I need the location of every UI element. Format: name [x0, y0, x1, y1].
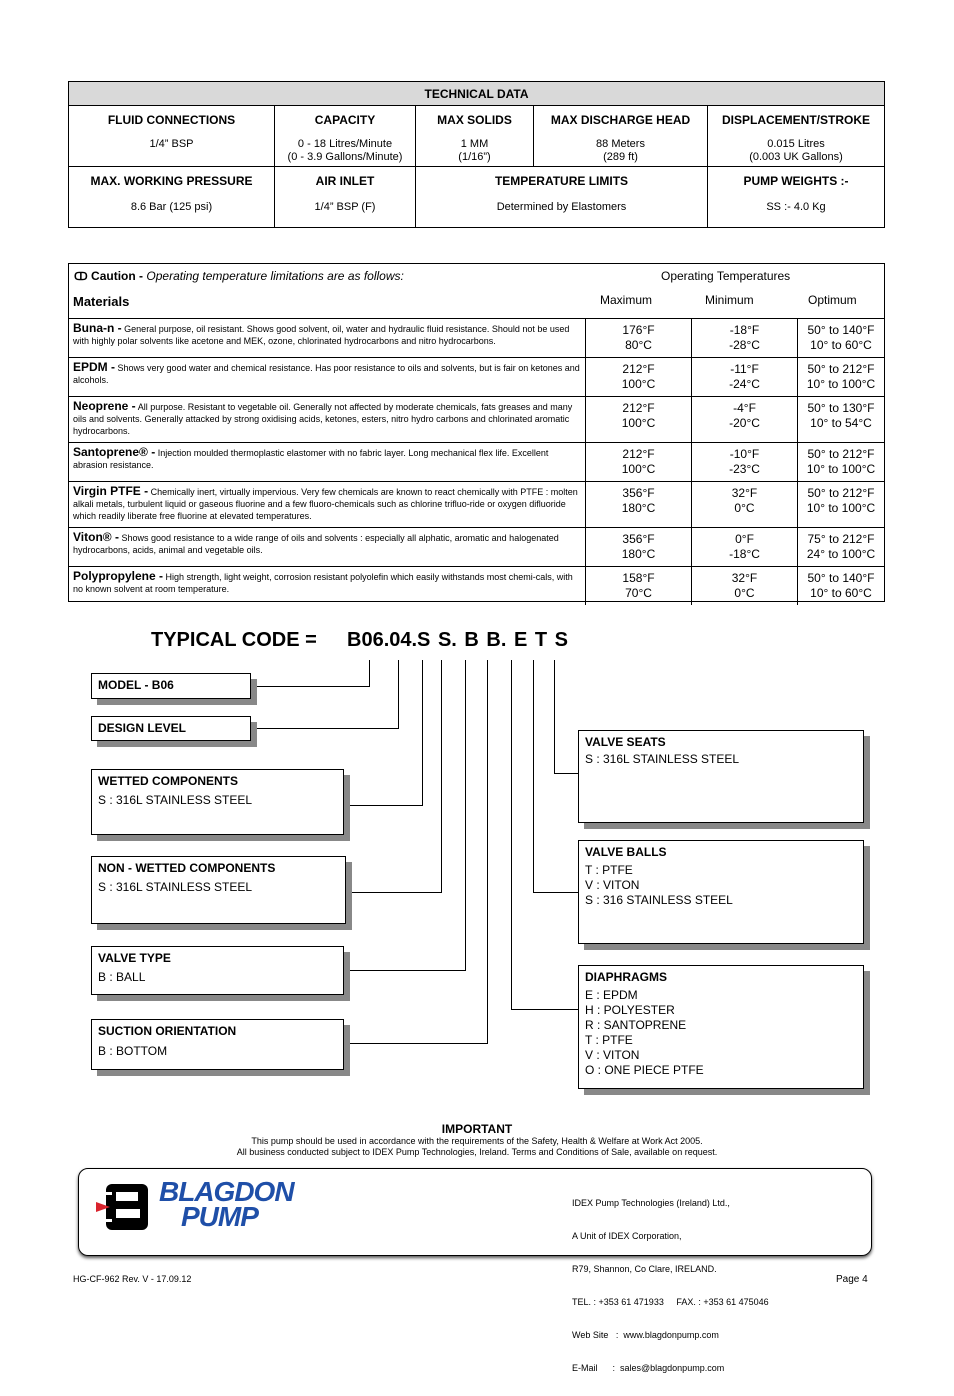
- connector-balls: [533, 660, 534, 893]
- col-minimum: Minimum: [705, 293, 754, 307]
- material-min-temp: 32°F 0°C: [692, 482, 798, 528]
- material-row: [69, 443, 884, 482]
- material-description: Neoprene - All purpose. Resistant to vegetable oil. Generally not affected by moderate chemicals, fats greases and many oils and solvents. Generally attacked by strong oxidising acids, ketones, esters, nitro hydro carbons and chlorinated aromatic hydrocarbons.: [69, 397, 586, 443]
- model-box: MODEL - B06: [91, 673, 251, 699]
- connector-model: [369, 660, 370, 687]
- valve-type-box: VALVE TYPE B : BALL: [91, 946, 344, 995]
- blagdon-wordmark: BLAGDON PUMP: [159, 1176, 294, 1232]
- typical-code-label: TYPICAL CODE =: [151, 629, 317, 651]
- material-name: Virgin PTFE -: [73, 484, 149, 498]
- company-address: IDEX Pump Technologies (Ireland) Ltd., A Unit of IDEX Corporation, R79, Shannon, Co Clare, IRELAND. TEL. : +353 61 471933 FAX. : +353 61 475046 Web Site : www.blagdonpump.com E-Mail : sales@blagdonpump.com: [572, 1198, 769, 1373]
- material-min-temp: -11°F -24°C: [692, 358, 798, 397]
- valve-balls-box: VALVE BALLS T : PTFE V : VITON S : 316 STAINLESS STEEL: [578, 840, 864, 944]
- material-description: Santoprene® - Injection moulded thermoplastic elastomer with no fabric layer. Long mechanical flex life. Excellent abrasion resistance.: [69, 443, 586, 482]
- operating-temps-label: Operating Temperatures: [661, 269, 791, 283]
- tech-cell-max-discharge-head: MAX DISCHARGE HEAD 88 Meters (289 ft): [534, 106, 708, 167]
- page-number: Page 4: [836, 1274, 868, 1285]
- material-max-temp: 158°F 70°C: [586, 567, 692, 605]
- material-min-temp: -18°F -28°C: [692, 319, 798, 358]
- technical-data-table: [68, 81, 885, 228]
- important-notice: [0, 1122, 954, 1158]
- tech-cell-air-inlet: AIR INLET 1/4” BSP (F): [275, 167, 416, 228]
- tech-cell-temperature-limits: TEMPERATURE LIMITS Determined by Elastomers: [416, 167, 708, 228]
- material-opt-temp: 50° to 140°F 10° to 60°C: [798, 319, 885, 358]
- important-title: IMPORTANT: [441, 1122, 513, 1136]
- material-description: EPDM - Shows very good water and chemical resistance. Has poor resistance to oils and solvents, but is fair on ketones and alcohols.: [69, 358, 586, 397]
- connector-valvetype: [465, 660, 466, 971]
- material-opt-temp: 50° to 212°F 10° to 100°C: [798, 358, 885, 397]
- connector-balls-h: [533, 892, 578, 893]
- diaphragms-box: DIAPHRAGMS E : EPDM H : POLYESTER R : SANTOPRENE T : PTFE V : VITON O : ONE PIECE PTFE: [578, 965, 864, 1089]
- material-row: [69, 397, 884, 443]
- material-max-temp: 212°F 100°C: [586, 397, 692, 443]
- material-row: [69, 319, 884, 358]
- connector-wetted-h: [344, 805, 423, 806]
- material-name: Neoprene -: [73, 399, 136, 413]
- connector-suction: [487, 660, 488, 1044]
- material-max-temp: 356°F 180°C: [586, 482, 692, 528]
- tech-cell-capacity: CAPACITY 0 - 18 Litres/Minute (0 - 3.9 Gallons/Minute): [275, 106, 416, 167]
- material-min-temp: 32°F 0°C: [692, 567, 798, 605]
- material-description: Virgin PTFE - Chemically inert, virtually impervious. Very few chemicals are known to react chemically with PTFE : molten alkali metals, turbulent liquid or gaseous fluorine and a few fluoro-chemicals such as chlorine trifluo-ride or oxygen difluoride which readily liberate free fluorine at elevated temperatures.: [69, 482, 586, 528]
- caution-icon: ↀ: [74, 271, 88, 283]
- material-min-temp: 0°F -18°C: [692, 528, 798, 567]
- material-name: Viton® -: [73, 530, 119, 544]
- caution-heading: ↀ Caution - Operating temperature limitations are as follows:: [74, 269, 404, 283]
- connector-valvetype-h: [344, 970, 466, 971]
- non-wetted-components-box: NON - WETTED COMPONENTS S : 316L STAINLESS STEEL: [91, 856, 346, 924]
- col-optimum: Optimum: [808, 293, 857, 307]
- tech-cell-displacement: DISPLACEMENT/STROKE 0.015 Litres (0.003 UK Gallons): [708, 106, 885, 167]
- connector-seats-h: [554, 773, 578, 774]
- connector-nonwetted-h: [346, 892, 442, 893]
- tech-cell-fluid-connections: FLUID CONNECTIONS 1/4” BSP: [69, 106, 275, 167]
- material-max-temp: 212°F 100°C: [586, 358, 692, 397]
- connector-seats: [554, 660, 555, 774]
- connector-design-h: [251, 728, 399, 729]
- material-opt-temp: 50° to 140°F 10° to 60°C: [798, 567, 885, 605]
- material-name: EPDM -: [73, 360, 115, 374]
- material-description: Buna-n - General purpose, oil resistant. Shows good solvent, oil, water and hydraulic fluid resistance. Should not be used with highly polar solvents like acetone and MEK, ozone, chlorinated hydrocarbons and nitro hydrocarbons.: [69, 319, 586, 358]
- connector-suction-h: [344, 1043, 488, 1044]
- important-line2: All business conducted subject to IDEX Pump Technologies, Ireland. Terms and Conditions of Sale, available on request.: [236, 1147, 718, 1157]
- connector-model-h: [251, 686, 370, 687]
- material-opt-temp: 50° to 212°F 10° to 100°C: [798, 482, 885, 528]
- blagdon-logo-icon: [96, 1182, 156, 1232]
- material-opt-temp: 50° to 212°F 10° to 100°C: [798, 443, 885, 482]
- tech-cell-pump-weights: PUMP WEIGHTS :- SS :- 4.0 Kg: [708, 167, 885, 228]
- wetted-components-box: WETTED COMPONENTS S : 316L STAINLESS STEEL: [91, 769, 344, 835]
- material-row: [69, 528, 884, 567]
- material-row: [69, 358, 884, 397]
- material-opt-temp: 50° to 130°F 10° to 54°C: [798, 397, 885, 443]
- material-max-temp: 212°F 100°C: [586, 443, 692, 482]
- material-min-temp: -4°F -20°C: [692, 397, 798, 443]
- important-line1: This pump should be used in accordance with the requirements of the Safety, Health & Welfare at Work Act 2005.: [251, 1136, 703, 1146]
- tech-cell-max-solids: MAX SOLIDS 1 MM (1/16”): [416, 106, 534, 167]
- materials-label: Materials: [73, 294, 130, 309]
- material-name: Buna-n -: [73, 321, 122, 335]
- suction-orientation-box: SUCTION ORIENTATION B : BOTTOM: [91, 1019, 344, 1070]
- design-level-box: DESIGN LEVEL: [91, 716, 251, 741]
- materials-table: [68, 263, 885, 602]
- material-name: Polypropylene -: [73, 569, 164, 583]
- material-max-temp: 356°F 180°C: [586, 528, 692, 567]
- material-row: [69, 567, 884, 605]
- connector-wetted: [422, 660, 423, 806]
- material-min-temp: -10°F -23°C: [692, 443, 798, 482]
- connector-diaphragms-h: [511, 1009, 578, 1010]
- connector-design: [398, 660, 399, 729]
- material-name: Santoprene® -: [73, 445, 156, 459]
- material-row: [69, 482, 884, 528]
- material-description: Viton® - Shows good resistance to a wide range of oils and solvents : especially all alphatic, aromatic and halogenated hydrocarbons, acids, animal and vegetable oils.: [69, 528, 586, 567]
- material-max-temp: 176°F 80°C: [586, 319, 692, 358]
- col-maximum: Maximum: [600, 293, 653, 307]
- technical-data-title: TECHNICAL DATA: [69, 82, 885, 106]
- typical-code-value: B06.04.S S. B B. E T S: [347, 629, 568, 651]
- material-description: Polypropylene - High strength, light weight, corrosion resistant polyolefin which easily withstands most chemi-cals, with no known solvent at room temperature.: [69, 567, 586, 605]
- connector-nonwetted: [441, 660, 442, 893]
- materials-rows: [69, 318, 884, 605]
- valve-seats-box: VALVE SEATS S : 316L STAINLESS STEEL: [578, 730, 864, 823]
- tech-cell-working-pressure: MAX. WORKING PRESSURE 8.6 Bar (125 psi): [69, 167, 275, 228]
- document-reference: HG-CF-962 Rev. V - 17.09.12: [73, 1274, 192, 1284]
- connector-diaphragms: [511, 660, 512, 1010]
- material-opt-temp: 75° to 212°F 24° to 100°C: [798, 528, 885, 567]
